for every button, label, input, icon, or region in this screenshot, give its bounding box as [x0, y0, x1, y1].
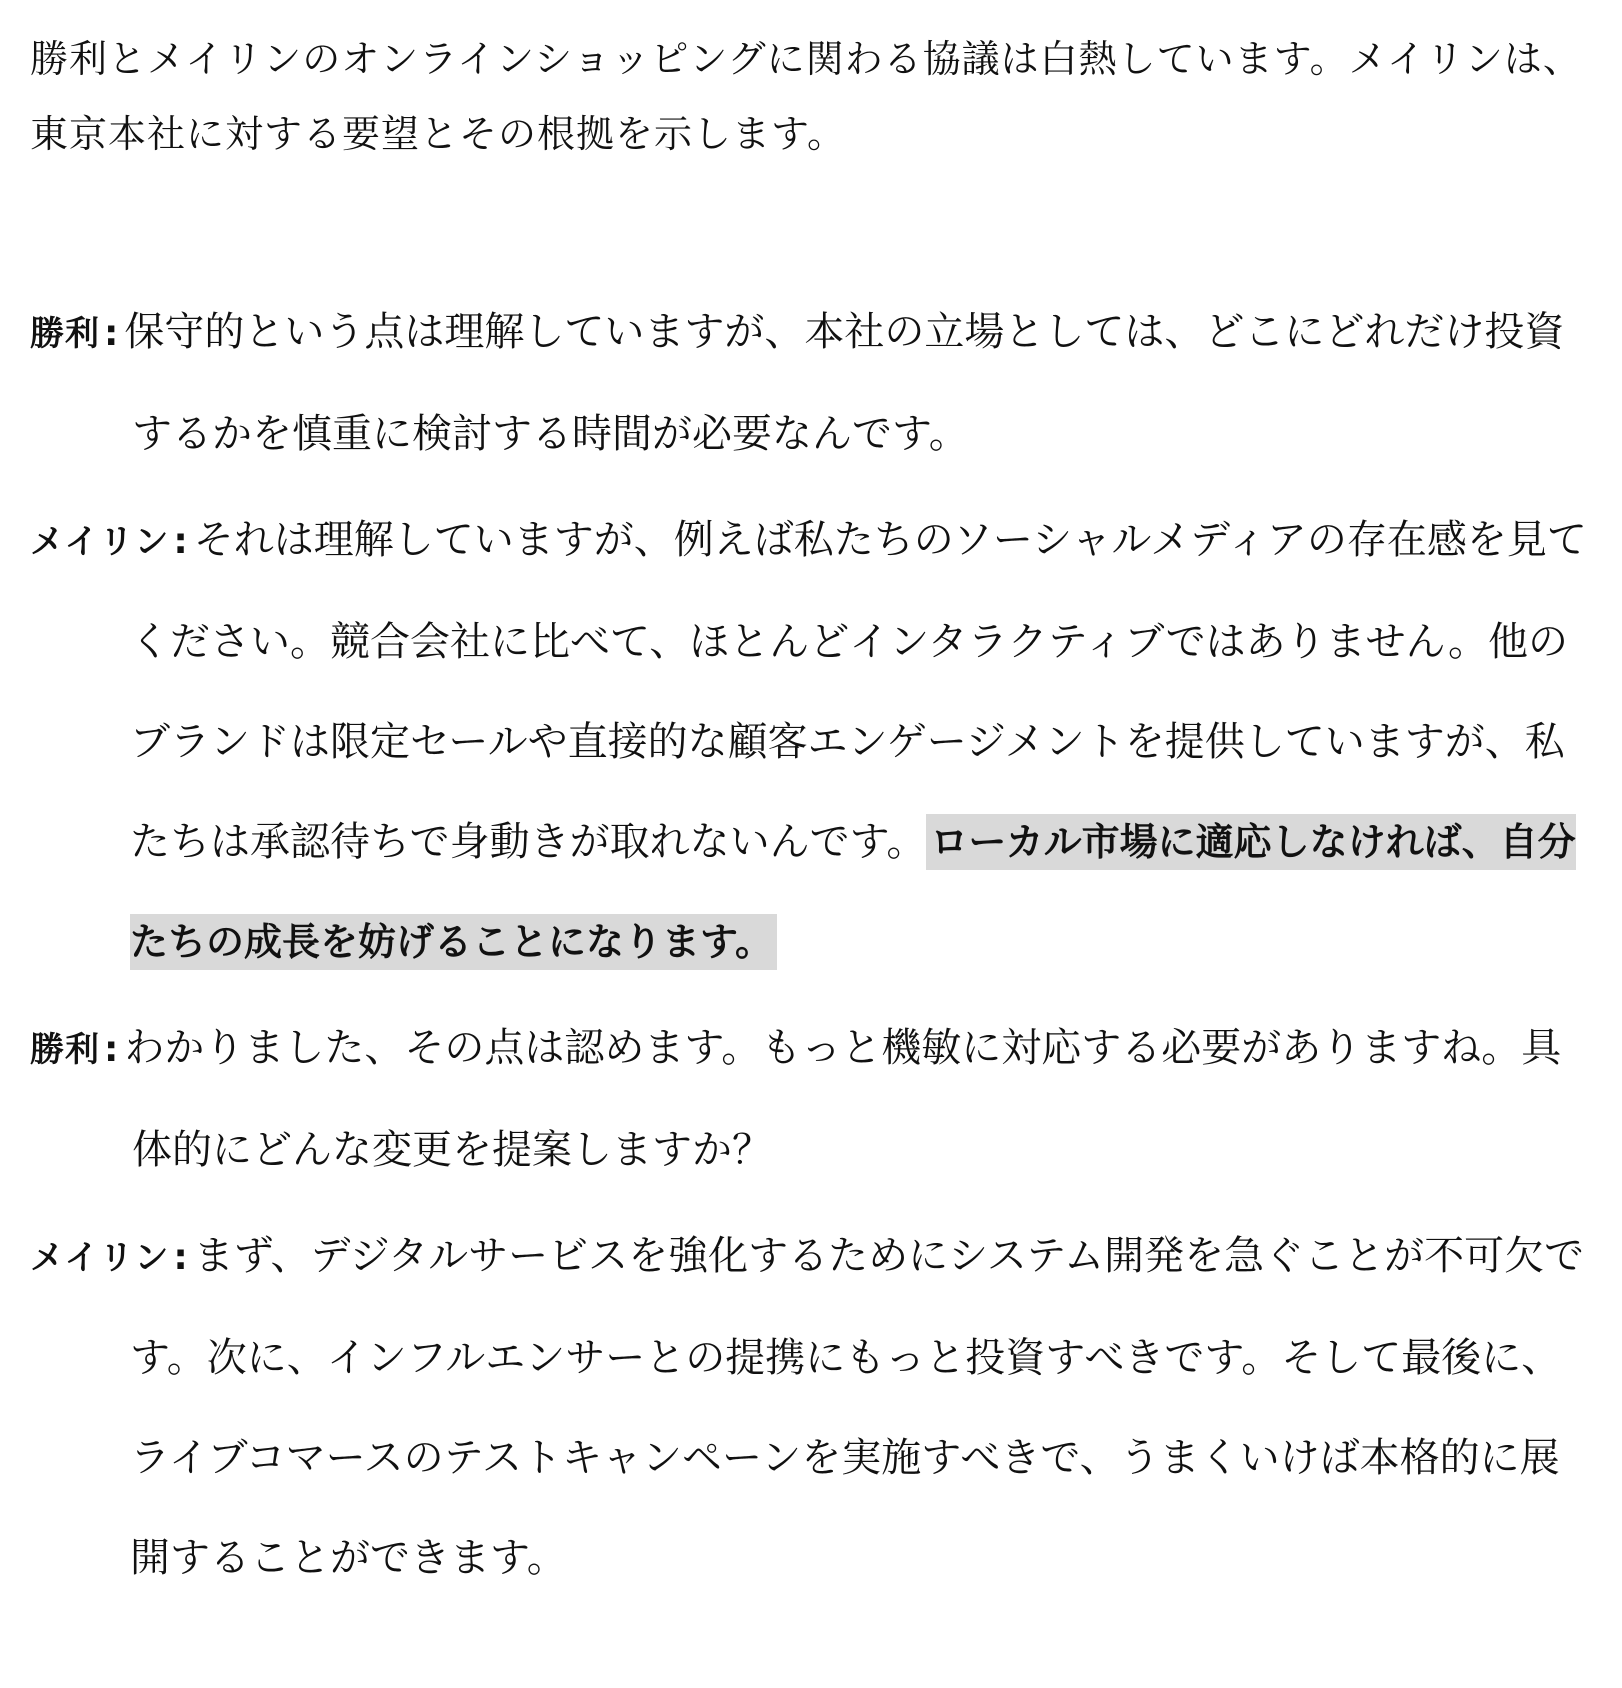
- dialogue-turn-2: [30, 490, 1590, 992]
- dialogue-text: それは理解していますが、例えば私たちのソーシャルメディアの存在感を見てください。競合会社に比べて、ほとんどインタラクティブではありません。他のブランドは限定セールや直接的な顧客エンゲージメントを提供していますが、私たちは承認待ちで身動きが取れないんです。: [130, 517, 1587, 865]
- dialogue-turn-1: [30, 282, 1590, 484]
- speaker-colon: :: [173, 521, 188, 562]
- speaker-label: 勝利: [30, 1030, 100, 1070]
- dialogue-text: 保守的という点は理解していますが、本社の立場としては、どこにどれだけ投資するかを慎重に検討する時間が必要なんです。: [124, 309, 1565, 457]
- speaker-label: 勝利: [30, 314, 100, 354]
- dialogue-turn-3: [30, 998, 1590, 1200]
- speaker-label: メイリン: [30, 522, 170, 562]
- highlighted-text: ローカル市場に適応しなければ、自分たちの成長を妨げることになります。: [130, 814, 1576, 970]
- dialogue-turn-4: [30, 1206, 1590, 1608]
- intro-paragraph: 勝利とメイリンのオンラインショッピングに関わる協議は白熱しています。メイリンは、東京本社に対する要望とその根拠を示します。: [30, 37, 1582, 156]
- dialogue-text: まず、デジタルサービスを強化するためにシステム開発を急ぐことが不可欠です。次に、インフルエンサーとの提携にもっと投資すべきです。そして最後に、ライブコマースのテストキャンペーンを実施すべきで、うまくいけば本格的に展開することができます。: [130, 1233, 1585, 1581]
- speaker-colon: :: [104, 313, 119, 354]
- speaker-colon: :: [173, 1237, 188, 1278]
- dialogue: [30, 282, 1590, 1608]
- speaker-colon: :: [104, 1029, 119, 1070]
- speaker-label: メイリン: [30, 1238, 170, 1278]
- dialogue-text: わかりました、その点は認めます。もっと機敏に対応する必要がありますね。具体的にどんな変更を提案しますか？: [124, 1025, 1562, 1173]
- document-page: [30, 22, 1590, 1614]
